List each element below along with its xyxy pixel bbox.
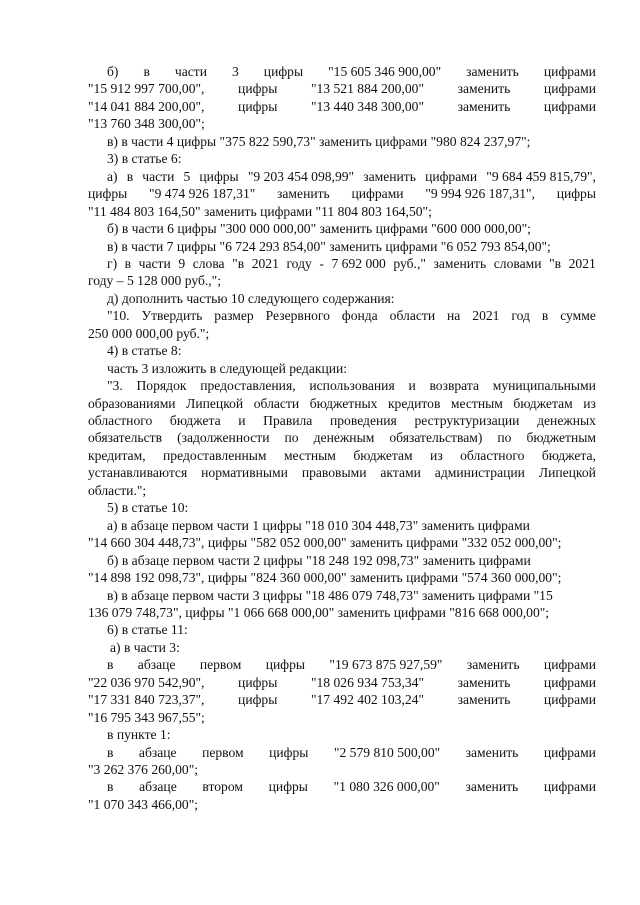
text-line: а) в абзаце первом части 1 цифры "18 010 304 448,73" заменить цифрами — [107, 517, 530, 533]
text-word: актами — [380, 465, 421, 481]
text-word: в — [124, 255, 132, 271]
text-line — [107, 656, 596, 673]
text-word: цифрами — [543, 81, 596, 97]
text-word: и — [408, 378, 416, 394]
text-word: "в — [549, 255, 562, 271]
text-line: 250 000 000,00 руб."; — [88, 325, 210, 341]
text-word: 3 — [232, 64, 239, 79]
text-word: местным — [450, 395, 503, 411]
text-word: нормативными — [201, 465, 288, 481]
text-word: в — [107, 779, 114, 795]
text-word: бюджета — [169, 413, 221, 428]
text-word: 2021 — [472, 308, 500, 324]
text-line: часть 3 изложить в следующей редакции: — [107, 360, 348, 376]
text-word: бюджетным — [526, 430, 596, 446]
text-line — [88, 429, 596, 446]
text-word: заменить — [457, 81, 511, 97]
text-line — [88, 447, 596, 464]
text-word: устанавливаются — [88, 465, 188, 481]
text-line — [88, 185, 596, 202]
text-line: д) дополнить частью 10 следующего содержания: — [107, 290, 395, 306]
text-line: "3 262 376 260,00"; — [88, 762, 199, 777]
text-word: абзаце — [137, 657, 176, 673]
text-line: 6) в статье 11: — [107, 622, 188, 638]
text-word: в — [541, 308, 549, 324]
text-line: а) в части 3: — [110, 639, 180, 655]
text-word: (задолженности — [177, 430, 270, 446]
text-word: - — [319, 255, 324, 271]
text-word: заменить — [457, 674, 511, 690]
text-word: цифрами — [425, 168, 478, 184]
text-line — [107, 744, 596, 761]
text-word: цифры — [265, 657, 306, 673]
text-line: б) в абзаце первом части 2 цифры "18 248 192 098,73" заменить цифрами — [107, 552, 531, 568]
text-word: цифрами — [543, 744, 596, 760]
text-word: Резервного — [265, 308, 330, 324]
text-line: 5) в статье 10: — [107, 500, 189, 516]
text-word: цифрами — [543, 674, 596, 690]
text-word: части — [138, 255, 171, 271]
text-word: цифры — [238, 674, 278, 690]
text-line: "14 660 304 448,73", цифры "582 052 000,00" заменить цифрами "332 052 000,00"; — [88, 535, 562, 551]
text-line — [88, 412, 596, 429]
text-word: кредитов — [387, 395, 441, 411]
text-word: Утвердить — [141, 308, 203, 324]
text-line — [107, 168, 596, 185]
text-word: заменить — [465, 779, 519, 795]
text-word: цифры — [238, 98, 278, 114]
text-word: в — [107, 657, 114, 673]
text-line — [88, 80, 596, 97]
text-word: бюджета, — [541, 447, 596, 463]
text-word: 2021 — [251, 255, 279, 271]
text-line: 136 079 748,73", цифры "1 066 668 000,00" заменить цифрами "816 668 000,00"; — [88, 604, 550, 620]
text-line — [88, 674, 596, 691]
text-word: цифры — [88, 186, 128, 202]
text-line: году – 5 128 000 руб.,"; — [88, 273, 221, 289]
text-line: области."; — [88, 482, 147, 498]
text-word: областного — [460, 447, 525, 463]
text-word: "9 994 926 187,31", — [425, 186, 535, 202]
text-line: в пункте 1: — [107, 727, 171, 743]
text-word: заменить — [457, 692, 511, 708]
text-word: части — [142, 168, 175, 184]
text-word: Липецкой — [186, 395, 244, 411]
text-word: г) — [107, 255, 118, 271]
text-word: "17 492 402 103,24" — [310, 692, 424, 708]
text-line: в) в части 7 цифры "6 724 293 854,00" заменить цифрами "6 052 793 854,00"; — [107, 238, 551, 254]
text-word: денежным — [313, 430, 375, 446]
text-word: "2 579 810 500,00" — [333, 744, 441, 760]
text-word: размер — [214, 308, 254, 324]
text-word: первом — [202, 744, 244, 760]
text-word: заменить — [466, 64, 519, 79]
text-word: "9 474 926 187,31" — [149, 186, 256, 202]
text-word: проведения — [329, 413, 397, 428]
text-word: заменить — [363, 168, 416, 184]
text-word: "10. — [107, 308, 130, 324]
text-word: цифрами — [351, 186, 404, 202]
text-word: 9 — [178, 255, 186, 271]
text-word: цифры — [268, 779, 308, 795]
text-word: году — [286, 255, 312, 271]
text-word: абзаце — [138, 744, 177, 760]
text-word: образованиями — [88, 395, 176, 411]
text-word: "13 440 348 300,00" — [310, 98, 424, 114]
text-word: цифрами — [543, 98, 596, 114]
text-line: "1 070 343 466,00"; — [88, 796, 199, 812]
text-word: цифры — [199, 168, 239, 184]
text-word: б) — [107, 64, 119, 79]
text-word: возврата — [429, 378, 479, 394]
text-word: "19 673 875 927,59" — [329, 657, 443, 673]
text-line: "14 898 192 098,73", цифры "824 360 000,00" заменить цифрами "574 360 000,00"; — [88, 570, 562, 586]
text-word: областного — [88, 413, 153, 428]
text-word: на — [447, 308, 461, 324]
text-word: области — [253, 395, 300, 411]
text-word: в — [126, 168, 134, 184]
text-word: цифрами — [543, 657, 596, 673]
text-word: Липецкой — [538, 465, 596, 481]
text-word: 2021 — [568, 255, 596, 271]
text-line: в) в части 4 цифры "375 822 590,73" заменить цифрами "980 824 237,97"; — [107, 133, 531, 149]
text-word: цифрами — [543, 692, 596, 708]
text-word: цифры — [238, 81, 278, 97]
text-word: денежных — [537, 413, 596, 428]
text-word: "15 605 346 900,00" — [328, 64, 442, 79]
text-word: "13 521 884 200,00" — [310, 81, 424, 97]
text-word: "1 080 326 000,00" — [333, 779, 440, 795]
text-line — [107, 255, 596, 272]
text-word: правовыми — [301, 465, 367, 481]
text-word: "3. — [107, 378, 123, 394]
text-word: Правила — [263, 413, 313, 428]
text-word: 7 692 000 — [331, 255, 386, 271]
text-word: втором — [202, 779, 243, 795]
text-word: "22 036 970 542,90", — [88, 674, 205, 690]
text-line — [88, 98, 596, 115]
text-line: в) в абзаце первом части 3 цифры "18 486 079 748,73" заменить цифрами "15 — [107, 587, 553, 603]
text-line — [107, 63, 596, 80]
text-word: предоставления, — [200, 378, 296, 394]
text-word: бюджетам — [513, 395, 573, 411]
text-word: словами — [493, 255, 542, 271]
text-line — [88, 464, 596, 481]
text-word: "15 912 997 700,00", — [88, 81, 205, 97]
text-word: цифрами — [543, 779, 596, 795]
text-word: "9 684 459 815,79", — [486, 168, 596, 184]
text-line: "13 760 348 300,00"; — [88, 116, 205, 132]
text-word: "17 331 840 723,37", — [88, 692, 205, 708]
text-word: области — [389, 308, 436, 324]
text-word: администрации — [434, 465, 525, 481]
text-line — [107, 307, 596, 324]
text-word: "14 041 884 200,00", — [88, 98, 205, 114]
text-line: б) в части 6 цифры "300 000 000,00" заменить цифрами "600 000 000,00"; — [107, 221, 531, 237]
text-word: цифры — [238, 692, 278, 708]
text-line — [88, 395, 596, 412]
text-word: абзаце — [139, 779, 177, 795]
text-word: реструктуризации — [414, 413, 520, 428]
text-word: цифры — [263, 64, 304, 79]
text-word: а) — [107, 168, 118, 184]
text-line — [107, 377, 596, 394]
text-word: заменить — [433, 255, 487, 271]
text-word: 5 — [183, 168, 191, 184]
text-word: "9 203 454 098,99" — [247, 168, 355, 184]
text-word: сумме — [560, 308, 596, 324]
text-word: предоставленным — [163, 447, 267, 463]
text-word: слова — [192, 255, 225, 271]
text-word: по — [497, 430, 512, 446]
text-word: в — [143, 64, 150, 79]
text-word: использования — [309, 378, 395, 394]
text-word: цифры — [556, 186, 596, 202]
text-word: цифрами — [543, 64, 596, 79]
text-word: первом — [199, 657, 242, 673]
text-word: обязательствам) — [389, 430, 483, 446]
text-word: цифры — [269, 744, 309, 760]
text-word: "в — [232, 255, 245, 271]
text-word: заменить — [457, 98, 511, 114]
text-line: 4) в статье 8: — [107, 343, 182, 359]
text-line: "16 795 343 967,55"; — [88, 709, 205, 725]
text-word: "18 026 934 753,34" — [310, 674, 424, 690]
text-word: местным — [283, 447, 336, 463]
text-word: Порядок — [136, 378, 187, 394]
text-line — [88, 691, 596, 708]
text-word: кредитам, — [88, 447, 146, 463]
text-word: муниципальными — [492, 378, 596, 394]
text-word: из — [430, 447, 443, 463]
text-word: год — [511, 308, 530, 324]
text-line — [107, 778, 596, 795]
text-line: 3) в статье 6: — [107, 151, 182, 167]
text-word: в — [107, 744, 114, 760]
text-word: бюджетам — [353, 447, 413, 463]
text-word: фонда — [341, 308, 378, 324]
text-word: бюджетных — [309, 395, 378, 411]
text-word: заменить — [466, 657, 520, 673]
text-word: по — [284, 430, 299, 446]
text-word: из — [583, 395, 596, 411]
text-word: обязательств — [88, 430, 163, 446]
text-line: "11 484 803 164,50" заменить цифрами "11 804 803 164,50"; — [88, 203, 432, 219]
text-word: заменить — [465, 744, 519, 760]
text-word: заменить — [277, 186, 330, 202]
text-word: и — [238, 413, 246, 428]
text-word: части — [174, 64, 207, 79]
text-word: руб.," — [393, 255, 426, 271]
